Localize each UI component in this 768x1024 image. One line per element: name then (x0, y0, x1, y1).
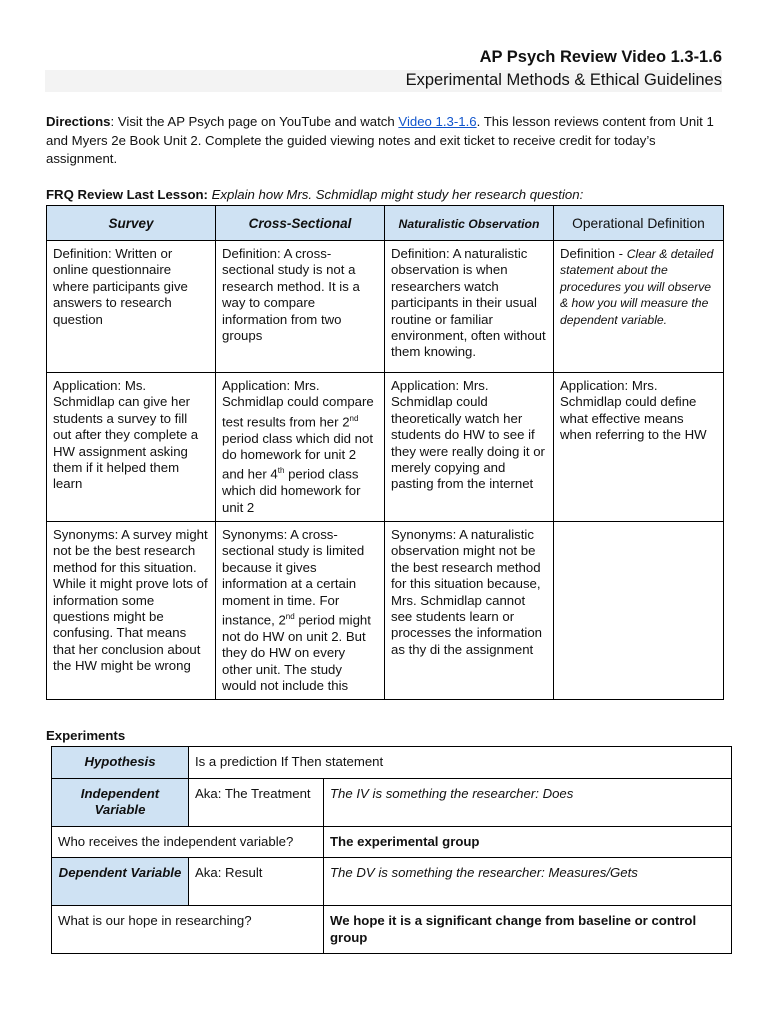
cross-application-text-3: period class which did homework for unit 2 (222, 466, 361, 515)
cross-synonyms-sup: nd (285, 612, 295, 622)
experiments-heading: Experiments (46, 728, 126, 743)
survey-definition-cell[interactable]: Definition: Written or online questionnaire where participants give answers to research question (47, 241, 216, 373)
application-row (47, 373, 724, 522)
dv-question: What is our hope in researching? (52, 906, 324, 954)
survey-synonyms-cell[interactable]: Synonyms: A survey might not be the best research method for this situation. While it might prove lots of information some questions might be confusing. That means that her conclusion about the HW might be wrong (47, 522, 216, 700)
iv-question-row (52, 826, 732, 857)
hypothesis-row (52, 747, 732, 779)
document-subtitle: Experimental Methods & Ethical Guidelines (405, 71, 722, 89)
frq-prompt (46, 187, 583, 202)
table-header-row (47, 206, 724, 241)
video-link[interactable]: Video 1.3-1.6 (398, 114, 477, 129)
cross-sectional-synonyms-cell[interactable] (216, 522, 385, 700)
directions-text-1: : Visit the AP Psych page on YouTube and watch (110, 114, 399, 129)
dv-row (52, 858, 732, 906)
dv-label: Dependent Variable (52, 858, 189, 906)
operational-synonyms-cell[interactable] (554, 522, 724, 700)
experiments-table (51, 746, 732, 954)
dv-aka[interactable]: Aka: Result (189, 858, 324, 906)
operational-definition-text: Clear & detailed statement about the procedures you will observe & how you will measure the dependent variable. (560, 247, 714, 327)
definition-row (47, 241, 724, 373)
directions-paragraph (46, 113, 726, 169)
operational-definition-cell[interactable] (554, 241, 724, 373)
naturalistic-definition-cell[interactable]: Definition: A naturalistic observation is when researchers watch participants in their usual routine or familiar environment, often without them knowing. (385, 241, 554, 373)
iv-question: Who receives the independent variable? (52, 826, 324, 857)
naturalistic-application-cell[interactable]: Application: Mrs. Schmidlap could theoretically watch her students do HW to see if they were really doing it or merely copying and pasting from the internet (385, 373, 554, 522)
iv-row (52, 779, 732, 827)
cross-application-text-2: period class which did not do homework for unit 2 and her 4 (222, 430, 374, 482)
header-cross-sectional: Cross-Sectional (216, 206, 385, 241)
dv-description[interactable]: The DV is something the researcher: Measures/Gets (324, 858, 732, 906)
cross-synonyms-text-2: period might not do HW on unit 2. But they do HW on every other unit. The study would not include this (222, 612, 371, 694)
cross-application-sup-2: th (277, 466, 285, 476)
dv-answer[interactable]: We hope it is a significant change from baseline or control group (324, 906, 732, 954)
document-title: AP Psych Review Video 1.3-1.6 (479, 48, 722, 66)
research-methods-table (46, 205, 724, 700)
survey-application-cell[interactable]: Application: Ms. Schmidlap can give her students a survey to fill out after they complete a HW assignment asking them if it helped them learn (47, 373, 216, 522)
frq-question: Explain how Mrs. Schmidlap might study her research question: (207, 187, 584, 202)
synonyms-row (47, 522, 724, 700)
operational-application-cell[interactable]: Application: Mrs. Schmidlap could define what effective means when referring to the HW (554, 373, 724, 522)
naturalistic-synonyms-cell[interactable]: Synonyms: A naturalistic observation might not be the best research method for this situation because, Mrs. Schmidlap cannot see students learn or processes the information as thy di the assignment (385, 522, 554, 700)
dv-question-row (52, 906, 732, 954)
cross-application-text-1: Application: Mrs. Schmidlap could compare test results from her 2 (222, 378, 374, 430)
header-survey: Survey (47, 206, 216, 241)
hypothesis-value[interactable]: Is a prediction If Then statement (189, 747, 732, 779)
directions-text-2: . This lesson reviews content from Unit 1 and Myers 2e Book Unit 2. Complete the guided viewing notes and exit ticket to receive credit for today’s assignment. (46, 114, 714, 166)
cross-sectional-definition-cell[interactable]: Definition: A cross-sectional study is not a research method. It is a way to compare information from two groups (216, 241, 385, 373)
iv-aka[interactable]: Aka: The Treatment (189, 779, 324, 827)
iv-answer[interactable]: The experimental group (324, 826, 732, 857)
hypothesis-label: Hypothesis (52, 747, 189, 779)
operational-definition-prefix: Definition - (560, 246, 627, 261)
cross-synonyms-text-1: Synonyms: A cross-sectional study is limited because it gives information at a certain moment in time. For instance, 2 (222, 527, 365, 628)
iv-label: Independent Variable (52, 779, 189, 827)
cross-application-sup-1: nd (349, 413, 359, 423)
iv-description[interactable]: The IV is something the researcher: Does (324, 779, 732, 827)
header-naturalistic-observation: Naturalistic Observation (385, 206, 554, 241)
directions-label: Directions (46, 114, 111, 129)
cross-sectional-application-cell[interactable] (216, 373, 385, 522)
header-operational-definition: Operational Definition (554, 206, 724, 241)
frq-label: FRQ Review Last Lesson: (46, 187, 208, 202)
